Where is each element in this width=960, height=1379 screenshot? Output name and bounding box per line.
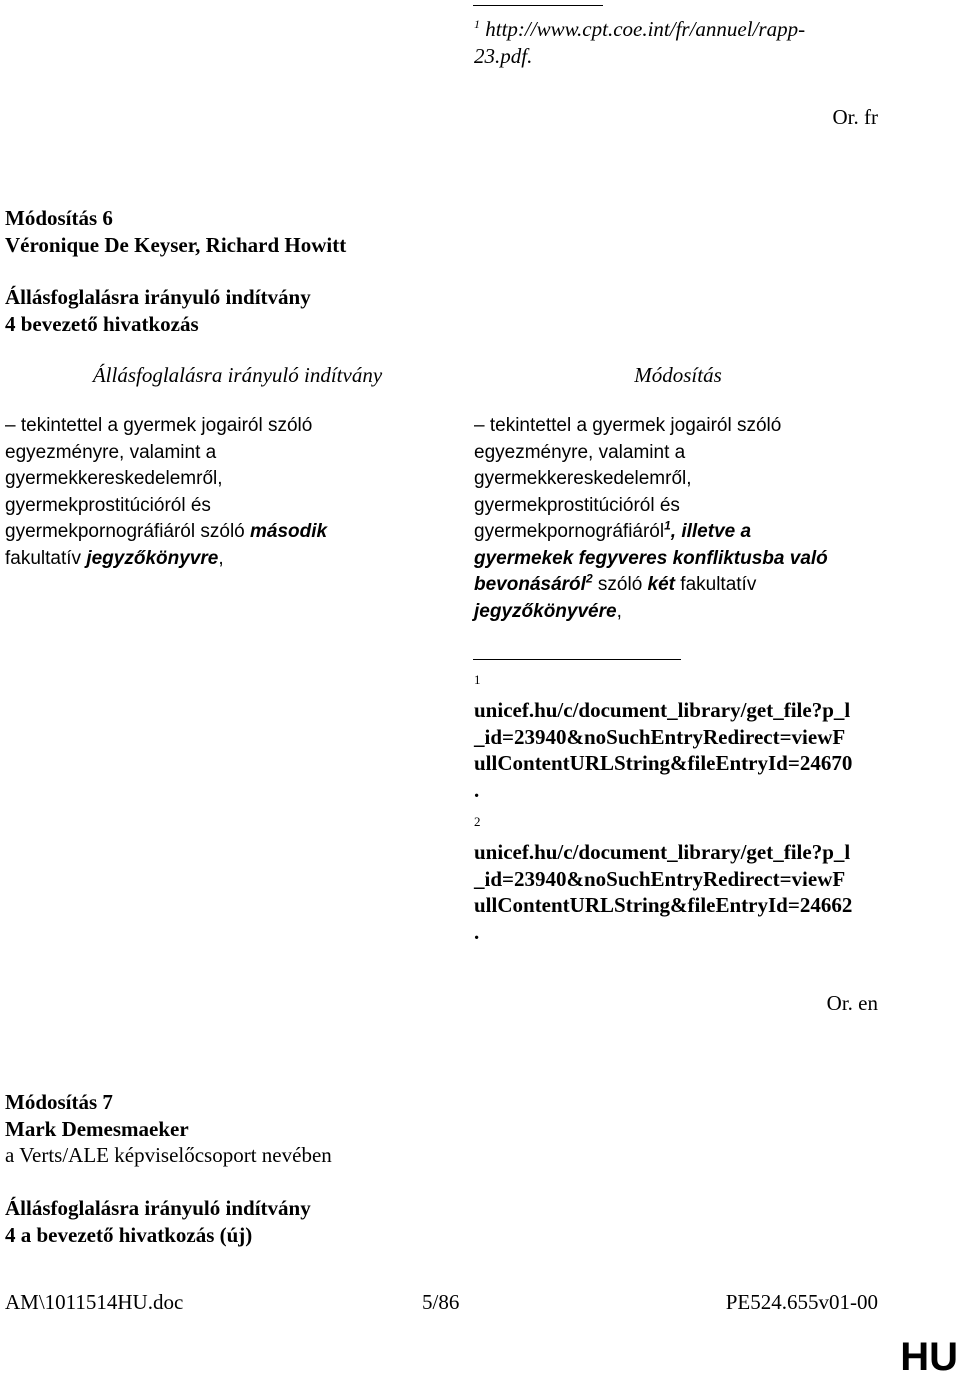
left-text-changed-word: jegyzőkönyvre	[86, 547, 219, 569]
right-text-segment: szóló	[592, 574, 648, 595]
top-footnote	[474, 16, 805, 69]
right-column-header: Módosítás	[634, 363, 722, 387]
right-text-line: – tekintettel a gyermek jogairól szóló	[474, 415, 782, 436]
left-text-line	[5, 519, 327, 546]
right-text-changed-word: két	[647, 574, 676, 595]
amendment-7-heading	[5, 1089, 332, 1169]
left-column-header: Állásfoglalásra irányuló indítvány	[92, 363, 383, 387]
amendment-6-citation: 4 bevezető hivatkozás	[5, 311, 199, 336]
left-text-line: gyermekkereskedelemről,	[5, 468, 223, 489]
right-text-changed-word: jegyzőkönyvére	[474, 600, 617, 622]
amendment-6-reference	[5, 284, 311, 337]
footnote-line: ullContentURLString&fileEntryId=24670	[474, 751, 853, 775]
amendment-6-doc-type: Állásfoglalásra irányuló indítvány	[5, 285, 311, 309]
footnote-line: .	[474, 777, 480, 802]
top-footnote-number: 1	[474, 17, 480, 31]
left-text-segment: ,	[218, 547, 224, 569]
footer-page-number: 5/86	[422, 1290, 460, 1314]
amendment-6-heading	[5, 205, 346, 258]
original-language-en: Or. en	[826, 991, 878, 1015]
right-text-line	[474, 519, 828, 546]
left-text-line	[5, 546, 327, 573]
footnote-2-number: 2	[474, 814, 481, 829]
amendment-7-citation: 4 a bevezető hivatkozás (új)	[5, 1222, 253, 1247]
right-text-segment: gyermekpornográfiáról	[474, 521, 665, 542]
left-column-text	[5, 413, 327, 572]
footnote-1-number: 1	[474, 672, 481, 687]
footer-doc-ref: AM\1011514HU.doc	[5, 1290, 184, 1314]
amendment-7-reference	[5, 1195, 311, 1248]
footnote-line: .	[474, 919, 480, 944]
footnote-line: unicef.hu/c/document_library/get_file?p_l	[474, 698, 851, 722]
right-column-text	[474, 413, 828, 625]
right-text-segment: fakultatív	[675, 574, 757, 595]
footnote-ref-1: 1	[664, 518, 671, 533]
original-language-fr: Or. fr	[832, 105, 878, 129]
left-text-deleted-word: második	[250, 521, 328, 542]
right-text-line: gyermekkereskedelemről,	[474, 468, 692, 489]
top-footnote-rule	[473, 5, 603, 6]
footer-language-code: HU	[900, 1335, 958, 1379]
right-text-line: gyermekprostitúcióról és	[474, 494, 680, 516]
footer-pe-number: PE524.655v01-00	[725, 1290, 878, 1314]
footnote-1	[474, 673, 852, 803]
footnote-line: ullContentURLString&fileEntryId=24662	[474, 893, 853, 917]
footnote-line: _id=23940&noSuchEntryRedirect=viewF	[474, 866, 846, 891]
amendment-6-authors: Véronique De Keyser, Richard Howitt	[5, 232, 347, 257]
right-text-segment: ,	[616, 600, 622, 622]
top-footnote-url-line1: http://www.cpt.coe.int/fr/annuel/rapp-	[485, 17, 806, 41]
footnote-2	[474, 815, 852, 945]
footnote-line: _id=23940&noSuchEntryRedirect=viewF	[474, 724, 846, 749]
left-text-line: – tekintettel a gyermek jogairól szóló	[5, 415, 313, 436]
amendment-7-authors: Mark Demesmaeker	[5, 1116, 189, 1141]
footnote-1-text	[474, 697, 852, 803]
amendment-7-doc-type: Állásfoglalásra irányuló indítvány	[5, 1196, 311, 1220]
footnote-line: unicef.hu/c/document_library/get_file?p_l	[474, 840, 851, 864]
footnote-separator	[473, 659, 681, 660]
left-text-line: gyermekprostitúcióról és	[5, 494, 211, 516]
left-text-line: egyezményre, valamint a	[5, 441, 217, 463]
left-text-segment: gyermekpornográfiáról szóló	[5, 521, 251, 542]
left-text-segment: fakultatív	[5, 547, 87, 569]
footnote-ref-2: 2	[585, 571, 593, 586]
footnote-2-text	[474, 839, 852, 945]
top-footnote-url-line2: 23.pdf.	[474, 43, 533, 68]
right-text-line	[474, 599, 828, 626]
right-text-line: gyermekek fegyveres konfliktusba való	[474, 547, 828, 569]
right-text-line: egyezményre, valamint a	[474, 441, 686, 463]
amendment-7-group: a Verts/ALE képviselőcsoport nevében	[5, 1143, 332, 1167]
right-text-line	[474, 572, 828, 599]
amendment-6-title: Módosítás 6	[5, 206, 113, 230]
right-text-added-segment: bevonásáról	[474, 574, 586, 595]
right-text-added-segment: , illetve a	[670, 521, 752, 542]
amendment-7-title: Módosítás 7	[5, 1090, 113, 1114]
